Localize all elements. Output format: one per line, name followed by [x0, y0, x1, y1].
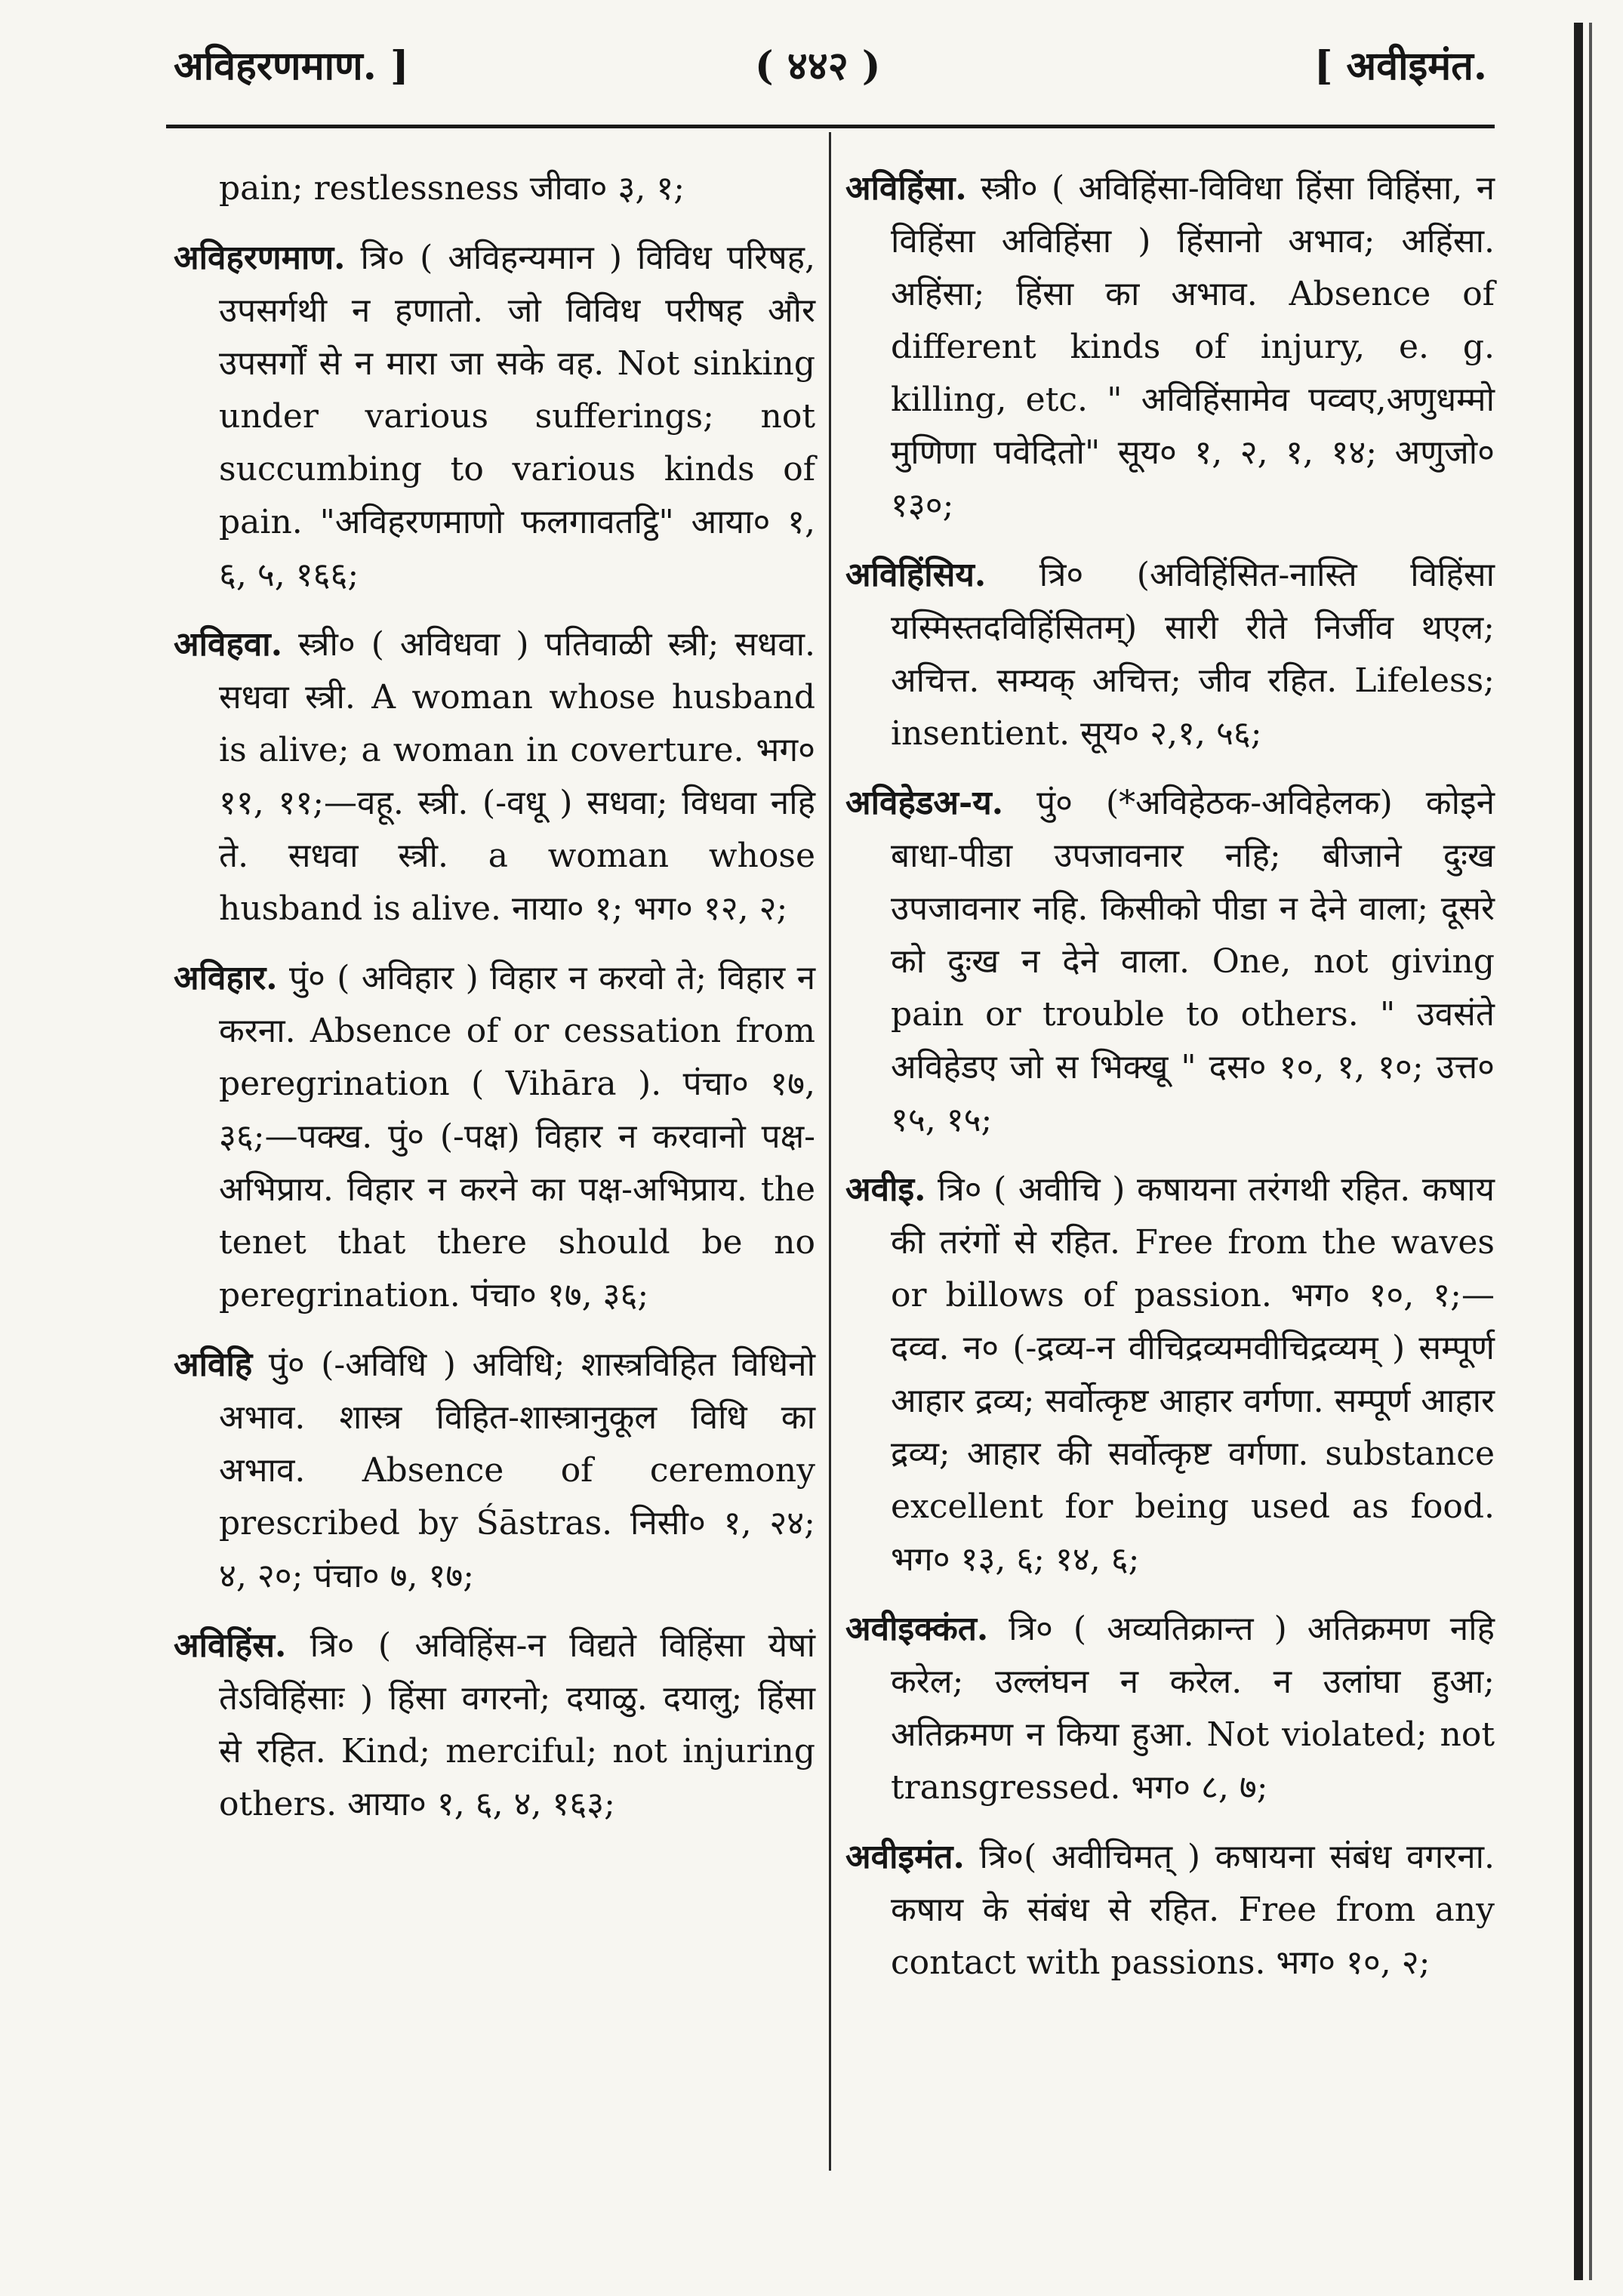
dictionary-entry: [845, 549, 1495, 760]
entry-body: त्रि० ( अवीचि ) कषायना तरंगथी रहित. कषाय की तरंगों से रहित. Free from the waves or billows of passion. भग० १०, १;—दव्व. न० (-द्रव्य-न वीचिद्रव्यमवीचिद्रव्यम् ) सम्पूर्ण आहार द्रव्य; सर्वोत्कृष्ट आहार वर्गणा. सम्पूर्ण आहार द्रव्य; आहार की सर्वोत्कृष्ट वर्गणा. substance excellent for being used as food. भग० १३, ६; १४, ६;: [891, 1170, 1495, 1579]
entry-headword: अविहिंसा.: [845, 169, 967, 208]
entry-body: त्रि०( अवीचिमत् ) कषायना संबंध वगरना. कषाय के संबंध से रहित. Free from any contact with passions. भग० १०, २;: [891, 1838, 1495, 1982]
dictionary-entry: [845, 162, 1495, 532]
dictionary-entry: [174, 1339, 815, 1603]
entry-body: स्त्री० ( अविधवा ) पतिवाळी स्त्री; सधवा. सधवा स्त्री. A woman whose husband is alive; a woman in coverture. भग० ११, ११;—वहू. स्त्री. (-वधू ) सधवा; विधवा नहि ते. सधवा स्त्री. a woman whose husband is alive. नाया० १; भग० १२, २;: [219, 625, 815, 928]
column-divider: [829, 132, 831, 2171]
entry-body: पुं० (*अविहेठक-अविहेलक) कोइने बाधा-पीडा उपजावनार नहि; बीजाने दुःख उपजावनार नहि. किसीको पीडा न देने वाला; दूसरे को दुःख न देने वाला. One, not giving pain or trouble to others. " उवसंते अविहेडए जो स भिक्खू " दस० १०, १, १०; उत्त० १५, १५;: [891, 784, 1495, 1139]
dictionary-entry: [174, 162, 815, 215]
entry-body: पुं० (-अविधि ) अविधि; शास्त्रविहित विधिनो अभाव. शास्त्र विहित-शास्त्रानुकूल विधि का अभाव. Absence of ceremony prescribed by Śāstras. निसी० १, २४; ४, २०; पंचा० ७, १७;: [219, 1345, 815, 1595]
page-header: [159, 30, 1487, 106]
dictionary-entry: [845, 777, 1495, 1147]
dictionary-entry: [845, 1163, 1495, 1586]
entry-body: त्रि० ( अविहन्यमान ) विविध परिषह, उपसर्गथी न हणातो. जो विविध परीषह और उपसर्गों से न मारा जा सके वह. Not sinking under various sufferings; not succumbing to various kinds of pain. "अविहरणमाणो फलगावतट्ठि" आया० १, ६, ५, १६६;: [219, 239, 815, 594]
entry-headword: अविहिंस.: [174, 1626, 287, 1665]
entry-headword: अविहार.: [174, 959, 278, 997]
dictionary-entry: [845, 1831, 1495, 1989]
page-edge-line: [1589, 23, 1592, 2280]
entry-headword: अविहरणमाण.: [174, 239, 346, 277]
entry-headword: अवीइ.: [845, 1170, 926, 1209]
page-edge-shadow: [1574, 23, 1583, 2280]
page-number: ( ४४२ ): [755, 43, 881, 89]
entry-headword: अविहेडअ-य.: [845, 784, 1004, 822]
entry-body: त्रि० (अविहिंसित-नास्ति विहिंसा यस्मिस्तदविहिंसितम्) सारी रीते निर्जीव थएल; अचित्त. सम्यक् अचित्त; जीव रहित. Lifeless; insentient. सूय० २,१, ५६;: [891, 556, 1495, 753]
dictionary-entry: [174, 1620, 815, 1831]
entry-body: स्त्री० ( अविहिंसा-विविधा हिंसा विहिंसा, न विहिंसा अविहिंसा ) हिंसानो अभाव; अहिंसा. अहिंसा; हिंसा का अभाव. Absence of different kinds of injury, e. g. killing, etc. " अविहिंसामेव पव्वए,अणुधम्मो मुणिणा पवेदितो" सूय० १, २, १, १४; अणुजो० १३०;: [891, 169, 1495, 525]
dictionary-entry: [845, 1603, 1495, 1814]
entry-headword: अविहवा.: [174, 625, 283, 664]
entry-body: त्रि० ( अव्यतिक्रान्त ) अतिक्रमण नहि करेल; उल्लंघन न करेल. न उलांघा हुआ; अतिक्रमण न किया हुआ. Not violated; not transgressed. भग० ८, ७;: [891, 1610, 1495, 1807]
entry-headword: अवीइक्कंत.: [845, 1610, 989, 1648]
entry-headword: अवीइमंत.: [845, 1838, 965, 1876]
entry-body: पुं० ( अविहार ) विहार न करवो ते; विहार न करना. Absence of or cessation from peregrination ( Vihāra ). पंचा० १७, ३६;—पक्ख. पुं० (-पक्ष) विहार न करवानो पक्ष-अभिप्राय. विहार न करने का पक्ष-अभिप्राय. the tenet that there should be no peregrination. पंचा० १७, ३६;: [219, 959, 815, 1314]
right-column: [845, 162, 1495, 2006]
entry-headword: अविहिंसिय.: [845, 556, 987, 594]
entry-body: pain; restlessness जीवा० ३, १;: [219, 169, 685, 208]
dictionary-entry: [174, 232, 815, 602]
header-rule: [166, 125, 1495, 128]
header-right-guideword: [ अवीइमंत.: [1313, 43, 1487, 89]
dictionary-entry: [174, 952, 815, 1322]
header-left-guideword: अविहरणमाण. ]: [174, 43, 409, 89]
left-column: [174, 162, 815, 1848]
entry-body: त्रि० ( अविहिंस-न विद्यते विहिंसा येषां तेऽविहिंसाः ) हिंसा वगरनो; दयाळु. दयालु; हिंसा से रहित. Kind; merciful; not injuring others. आया० १, ६, ४, १६३;: [219, 1626, 815, 1823]
dictionary-entry: [174, 618, 815, 935]
entry-headword: अविहि: [174, 1345, 253, 1384]
